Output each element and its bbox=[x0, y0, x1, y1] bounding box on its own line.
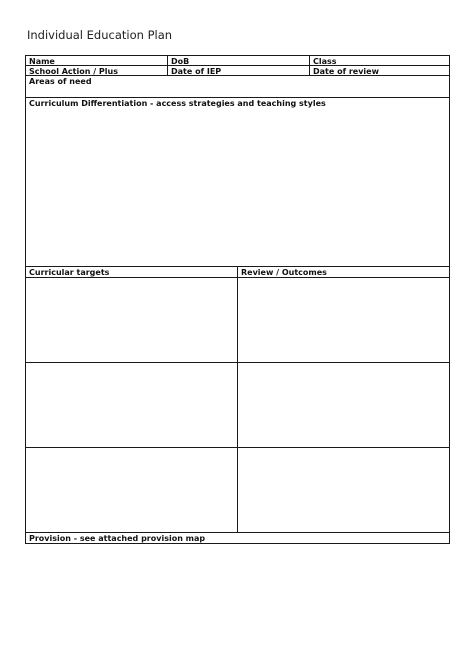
date-of-review-field[interactable]: Date of review bbox=[309, 65, 450, 75]
curricular-target-cell[interactable] bbox=[25, 362, 237, 447]
review-outcomes-header: Review / Outcomes bbox=[237, 266, 450, 277]
curricular-target-cell[interactable] bbox=[25, 277, 237, 362]
dob-field[interactable]: DoB bbox=[167, 55, 309, 65]
name-field[interactable]: Name bbox=[25, 55, 167, 65]
review-outcome-cell[interactable] bbox=[237, 447, 450, 532]
provision-section[interactable]: Provision - see attached provision map bbox=[25, 532, 450, 544]
date-of-iep-field[interactable]: Date of IEP bbox=[167, 65, 309, 75]
school-action-field[interactable]: School Action / Plus bbox=[25, 65, 167, 75]
curricular-targets-header: Curricular targets bbox=[25, 266, 237, 277]
class-field[interactable]: Class bbox=[309, 55, 450, 65]
curriculum-differentiation-section[interactable]: Curriculum Differentiation - access strategies and teaching styles bbox=[25, 97, 450, 266]
review-outcome-cell[interactable] bbox=[237, 277, 450, 362]
areas-of-need-section[interactable]: Areas of need bbox=[25, 75, 450, 97]
document-title: Individual Education Plan bbox=[27, 28, 173, 42]
curricular-target-cell[interactable] bbox=[25, 447, 237, 532]
review-outcome-cell[interactable] bbox=[237, 362, 450, 447]
